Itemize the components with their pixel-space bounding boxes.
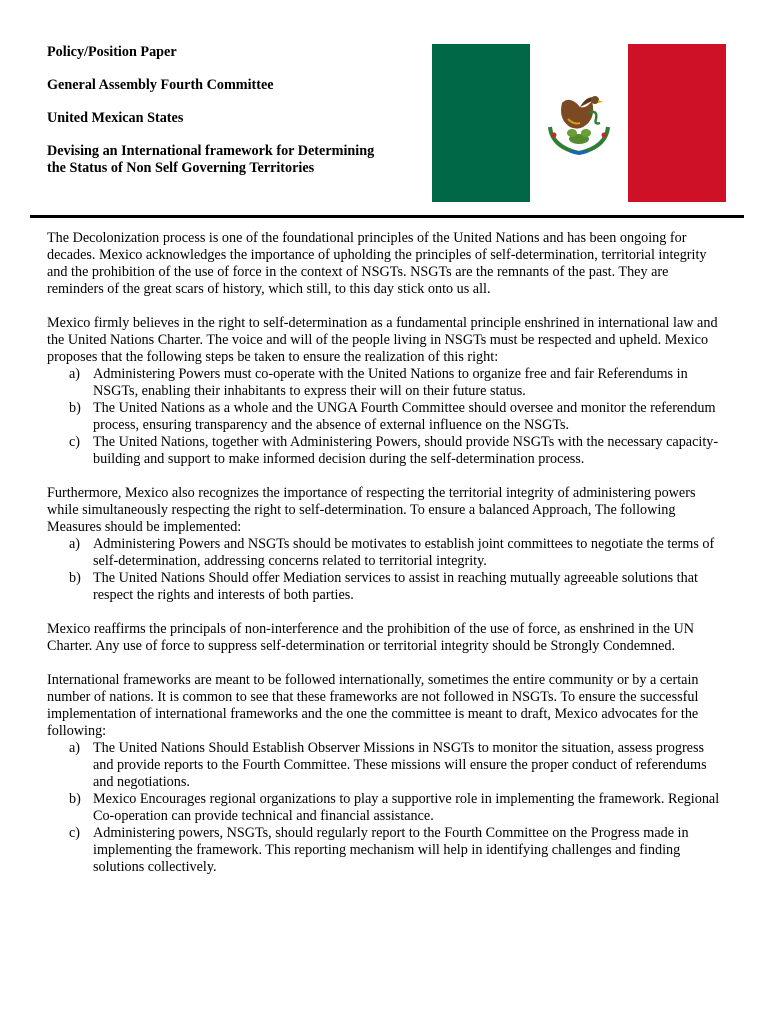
list-item bbox=[47, 366, 722, 400]
header-divider bbox=[30, 215, 744, 218]
list-item bbox=[47, 740, 722, 791]
intro-paragraph: The Decolonization process is one of the foundational principles of the United Nations and has been ongoing for decades. Mexico acknowledges the importance of upholding the principles of self-determination, territorial integrity and the prohibition of the use of force in the context of NSGTs. NSGTs are the remnants of the past. They are reminders of the great scars of history, which still, to this day stick onto us all. bbox=[47, 230, 707, 297]
list-marker: c) bbox=[69, 434, 81, 450]
document-header bbox=[47, 44, 377, 193]
frameworks-list bbox=[47, 740, 722, 876]
flag-green-band bbox=[432, 44, 530, 202]
document-type: Policy/Position Paper bbox=[47, 44, 177, 60]
territorial-integrity-list bbox=[47, 536, 722, 604]
list-marker: b) bbox=[69, 791, 81, 807]
list-item-text: The United Nations, together with Administering Powers, should provide NSGTs with the necessary capacity-building and support to make informed decision during the self-determination process. bbox=[93, 434, 719, 467]
committee-name: General Assembly Fourth Committee bbox=[47, 77, 274, 93]
document-body bbox=[47, 230, 722, 893]
list-item bbox=[47, 400, 722, 434]
list-item bbox=[47, 570, 722, 604]
flag-white-band bbox=[530, 44, 628, 202]
list-marker: a) bbox=[69, 536, 81, 552]
list-item-text: The United Nations Should Establish Observer Missions in NSGTs to monitor the situation, assess progress and provide reports to the Fourth Committee. These missions will ensure the proper conduct of referendums and negotiations. bbox=[93, 740, 707, 790]
list-item-text: The United Nations as a whole and the UNGA Fourth Committee should oversee and monitor the referendum process, ensuring transparency and the absence of external influence on the NSGTs. bbox=[93, 400, 716, 433]
list-item bbox=[47, 825, 722, 876]
list-marker: c) bbox=[69, 825, 81, 841]
frameworks-paragraph: International frameworks are meant to be followed internationally, sometimes the entire community or by a certain number of nations. It is common to see that these frameworks are not followed in NSGTs. To ensure the successful implementation of international frameworks and the one the committee is meant to draft, Mexico advocates for the following: bbox=[47, 672, 699, 739]
list-item-text: Administering Powers must co-operate with the United Nations to organize free and fair Referendums in NSGTs, enabling their inhabitants to express their will on their future status. bbox=[93, 366, 688, 399]
mexico-flag bbox=[432, 44, 726, 202]
flag-red-band bbox=[628, 44, 726, 202]
list-marker: b) bbox=[69, 400, 81, 416]
list-marker: a) bbox=[69, 740, 81, 756]
list-item-text: Administering Powers and NSGTs should be motivates to establish joint committees to negotiate the terms of self-determination, addressing concerns related to territorial integrity. bbox=[93, 536, 715, 569]
territorial-integrity-paragraph: Furthermore, Mexico also recognizes the importance of respecting the territorial integrity of administering powers while simultaneously respecting the right to self-determination. To ensure a balanced Approach, The following Measures should be implemented: bbox=[47, 485, 696, 535]
list-marker: a) bbox=[69, 366, 81, 382]
list-marker: b) bbox=[69, 570, 81, 586]
self-determination-paragraph: Mexico firmly believes in the right to self-determination as a fundamental principle enshrined in international law and the United Nations Charter. The voice and will of the people living in NSGTs must be respected and upheld. Mexico proposes that the following steps be taken to ensure the realization of this right: bbox=[47, 315, 718, 365]
list-item-text: Administering powers, NSGTs, should regularly report to the Fourth Committee on the Progress made in implementing the framework. This reporting mechanism will help in identifying challenges and finding solutions collectively. bbox=[93, 825, 689, 875]
list-item-text: Mexico Encourages regional organizations to play a supportive role in implementing the framework. Regional Co-operation can provide technical and financial assistance. bbox=[93, 791, 720, 824]
list-item bbox=[47, 536, 722, 570]
list-item bbox=[47, 434, 722, 468]
topic-title: Devising an International framework for Determining the Status of Non Self Governing Territories bbox=[47, 143, 375, 176]
country-name: United Mexican States bbox=[47, 110, 184, 126]
list-item-text: The United Nations Should offer Mediation services to assist in reaching mutually agreeable solutions that respect the rights and interests of both parties. bbox=[93, 570, 698, 603]
self-determination-list bbox=[47, 366, 722, 468]
list-item bbox=[47, 791, 722, 825]
eagle-coat-of-arms-icon bbox=[540, 89, 618, 157]
non-interference-paragraph: Mexico reaffirms the principals of non-interference and the prohibition of the use of force, as enshrined in the UN Charter. Any use of force to suppress self-determination or territorial integrity should be Strongly Condemned. bbox=[47, 621, 695, 654]
